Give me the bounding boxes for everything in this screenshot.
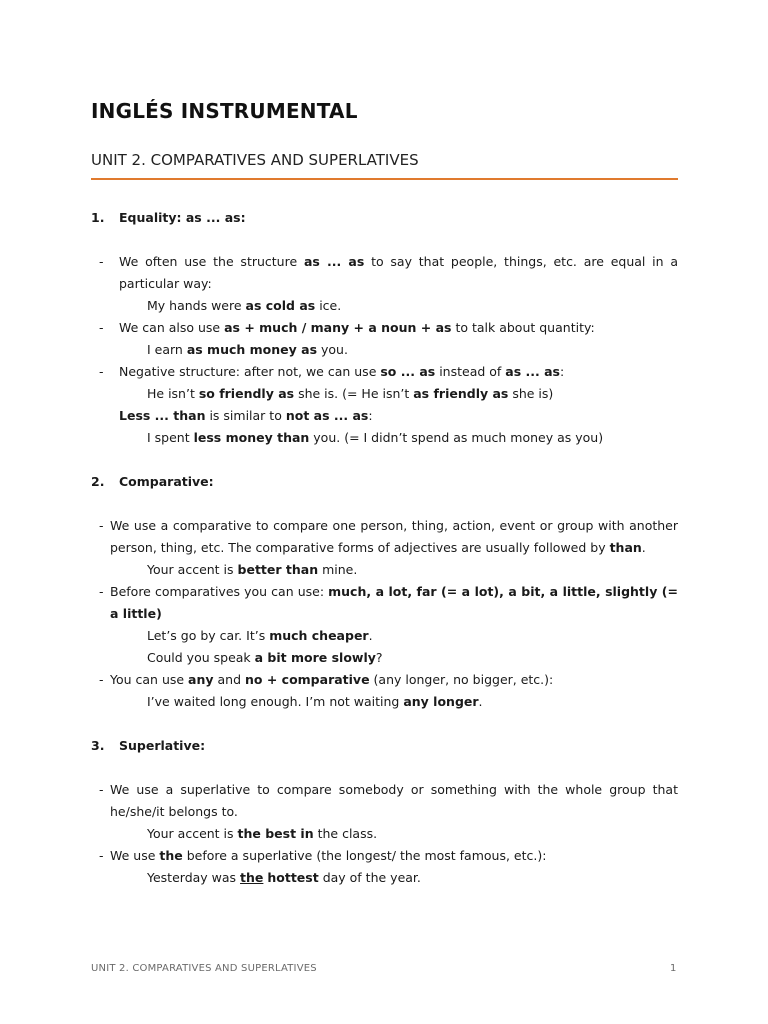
bold-text: any longer [403,694,479,709]
bold-text: any [188,672,214,687]
text: Could you speak [147,650,255,665]
text: to say that people, things, etc. are equal in a particular way: [119,254,678,291]
bold-text: as + much / many + a noun + as [224,320,452,335]
bold-text: as friendly as [413,386,509,401]
text: My hands were [147,298,246,313]
bold-text: better than [237,562,319,577]
unit-subtitle: UNIT 2. COMPARATIVES AND SUPERLATIVES [91,151,419,169]
text: Yesterday was [147,870,241,885]
example-sentence [91,383,678,405]
text: the class. [313,826,378,841]
text: you. [317,342,348,357]
bold-text: as much money as [186,342,318,357]
example-sentence [91,625,678,647]
bold-text: as ... as [303,254,365,269]
bold-text: as ... as [505,364,560,379]
section-heading-superlative [91,735,678,757]
text: and [213,672,245,687]
note-line [91,405,678,427]
text: We often use the structure [119,254,304,269]
bold-text: not as ... as [285,408,369,423]
text: . [641,540,646,555]
list-item [91,361,678,383]
section-number: 1. [91,210,105,225]
bold-text: than [609,540,642,555]
text: We use a superlative to compare somebody or something with the whole group that he/she/it belongs to. [110,782,678,819]
section-number: 2. [91,474,105,489]
footer-title: UNIT 2. COMPARATIVES AND SUPERLATIVES [91,963,317,974]
header-divider [91,178,678,180]
bold-text: hottest [267,870,319,885]
example-sentence [91,691,678,713]
text: to talk about quantity: [451,320,595,335]
section-title: Superlative: [119,738,206,753]
example-sentence [91,823,678,845]
text: We use a comparative to compare one person, thing, action, event or group with another person, thing, etc. The comparative forms of adjectives are usually followed by [110,518,678,555]
bullet-dash: - [99,254,104,269]
text: We use [110,848,160,863]
bold-text: so ... as [380,364,436,379]
list-item [91,251,678,295]
text: (any longer, no bigger, etc.): [369,672,554,687]
text: I’ve waited long enough. I’m not waiting [147,694,404,709]
bullet-dash: - [99,848,104,863]
text: ice. [315,298,342,313]
text: ? [375,650,383,665]
text: You can use [110,672,189,687]
bullet-dash: - [99,518,104,533]
text: is similar to [205,408,286,423]
list-item [91,845,678,867]
page-number: 1 [670,963,677,974]
bold-text: much cheaper [269,628,369,643]
bullet-dash: - [99,672,104,687]
bold-text: the best in [237,826,314,841]
bullet-dash: - [99,782,104,797]
list-item [91,581,678,625]
bold-text: as cold as [245,298,316,313]
text: instead of [435,364,506,379]
text: Your accent is [147,826,238,841]
text: you. (= I didn’t spend as much money as you) [309,430,604,445]
bullet-dash: - [99,584,104,599]
bold-text: much, a lot, far (= a lot), a bit, a little, slightly (= a little) [110,584,678,621]
text: Negative structure: after not, we can use [119,364,381,379]
underlined-bold-text: the [240,870,264,885]
example-sentence [91,427,678,449]
document-body [91,207,678,889]
section-number: 3. [91,738,105,753]
text: Before comparatives you can use: [110,584,329,599]
bold-text: so friendly as [198,386,295,401]
text: before a superlative (the longest/ the most famous, etc.): [182,848,547,863]
text: Let’s go by car. It’s [147,628,270,643]
bullet-dash: - [99,320,104,335]
text: Your accent is [147,562,238,577]
list-item [91,669,678,691]
text: : [368,408,373,423]
bold-text: a bit more slowly [254,650,376,665]
text: He isn’t [147,386,199,401]
section-title: Comparative: [119,474,214,489]
text: We can also use [119,320,225,335]
example-sentence [91,295,678,317]
example-sentence [91,339,678,361]
example-sentence [91,559,678,581]
list-item [91,515,678,559]
text: mine. [318,562,358,577]
text: . [368,628,373,643]
text: she is) [508,386,554,401]
text: day of the year. [318,870,421,885]
section-title-suffix: : [240,210,246,225]
bold-text: Less ... than [119,408,206,423]
text: . [478,694,483,709]
bold-text: less money than [193,430,310,445]
section-title: Equality: as ... as [119,210,241,225]
bold-text: no + comparative [245,672,370,687]
example-sentence [91,867,678,889]
text: I spent [147,430,194,445]
example-sentence [91,647,678,669]
page-title: INGLÉS INSTRUMENTAL [91,99,358,123]
list-item [91,317,678,339]
bold-text: the [159,848,183,863]
list-item [91,779,678,823]
text: she is. (= He isn’t [294,386,414,401]
text: I earn [147,342,187,357]
text: : [559,364,565,379]
section-heading-comparative [91,471,678,493]
bullet-dash: - [99,364,104,379]
section-heading-equality [91,207,678,229]
